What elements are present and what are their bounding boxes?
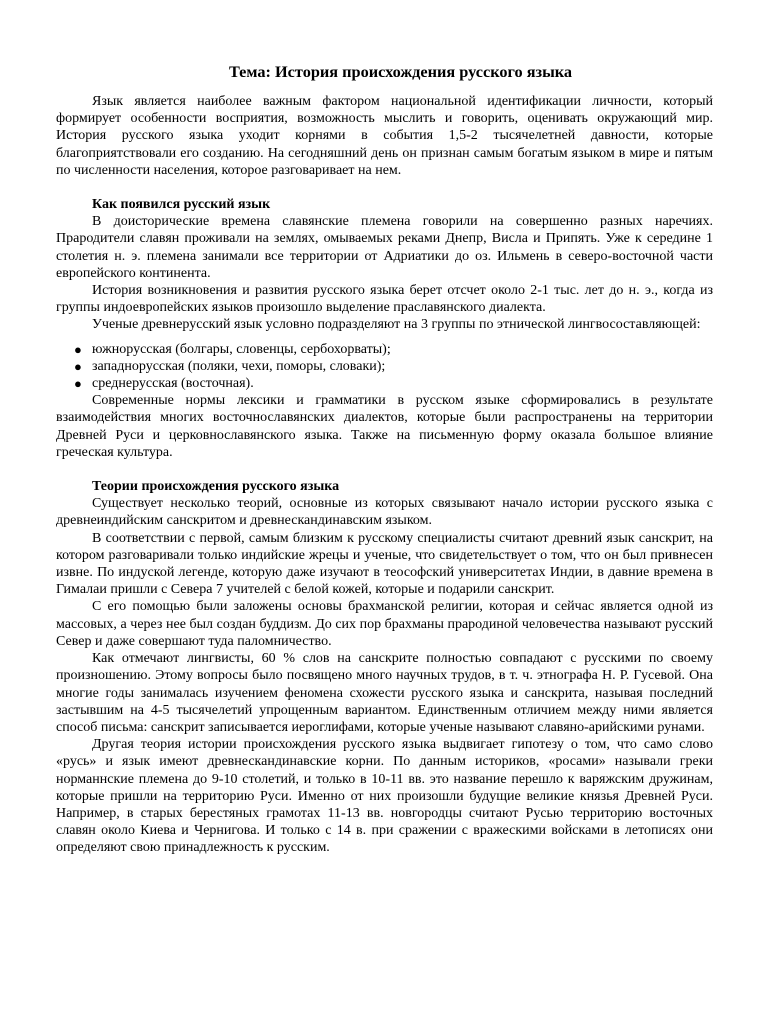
paragraph: В соответствии с первой, самым близким к русскому специалисты считают древний язык санскрит, на котором разговаривали только индийские жрецы и ученые, что свидетельствует о том, что он был привнесен извне. По индуской легенде, которую даже изучают в теософский университетах Индии, в давние времена в Гималаи пришли с Севера 7 учителей с белой кожей, которые и подарили санскрит. [56, 530, 713, 598]
document-page [56, 62, 713, 857]
spacer [56, 179, 713, 196]
list-item-text: среднерусская (восточная). [92, 376, 254, 392]
list-item [56, 358, 713, 375]
paragraph: В доисторические времена славянские племена говорили на совершенно разных наречиях. Прародители славян проживали на землях, омываемых реками Днепр, Висла и Припять. Уже к середине 1 столетия н. э. племена занимали все территории от Адриатики до оз. Ильмень в северо-восточной части европейского континента. [56, 214, 713, 281]
list-item-text: западнорусская (поляки, чехи, поморы, словаки); [92, 358, 386, 374]
paragraph: Современные нормы лексики и грамматики в русском языке сформировались в результате взаимодействия многих восточнославянских диалектов, которые были распространены на территории Древней Руси и церковнославянского языка. Также на письменную форму оказала большое влияние греческая культура. [56, 393, 713, 460]
paragraph: С его помощью были заложены основы брахманской религии, которая и сейчас является одной из массовых, а через нее был создан буддизм. До сих пор брахманы прародиной человечества называют русский Север и даже совершают туда паломничество. [56, 599, 713, 649]
paragraph: Существует несколько теорий, основные из которых связывают начало истории русского языка с древнеиндийским санскритом и древнескандинавским языком. [56, 496, 713, 529]
section-heading-theories: Теории происхождения русского языка [92, 479, 340, 495]
bullet-icon: ● [74, 376, 82, 392]
paragraph: Другая теория истории происхождения русского языка выдвигает гипотезу о том, что само слово «русь» и язык имеют древнескандинавские корни. По данным историков, «росами» называли греки норманнские племена до 9-10 столетий, и только в 10-11 вв. это название перешло к варяжским дружинам, которые пришли на территорию Руси. Именно от них произошли будущие великие князья Древней Руси. Например, в старых берестяных грамотах 11-13 вв. новгородцы считают Русью территорию восточных славян около Киева и Чернигова. И только с 14 в. при сражении с вражескими войсками в летописях они определяют свою принадлежность к русским. [56, 737, 713, 856]
document-title: Тема: История происхождения русского языка [228, 62, 573, 81]
paragraph: Ученые древнерусский язык условно подразделяют на 3 группы по этнической лингвосоставляющей: [92, 317, 701, 333]
paragraph: Как отмечают лингвисты, 60 % слов на санскрите полностью совпадают с русскими по своему произношению. Этому вопросы было посвящено много научных трудов, в т. ч. этнографа Н. Р. Гусевой. Она многие годы занималась изучением феномена схожести русского языка и санскрита, называя последний застывшим на 4-5 тысячелетий упрощенным вариантом. Единственным отличием между ними является способ письма: санскрит записывается иероглифами, которые ученые называют славяно-арийскими рунами. [56, 651, 713, 735]
list-item-text: южнорусская (болгары, словенцы, сербохорваты); [92, 341, 391, 357]
paragraph: История возникновения и развития русского языка берет отсчет около 2-1 тыс. лет до н. э., когда из группы индоевропейских языков произошло выделение праславянского диалекта. [56, 283, 713, 316]
list-item [56, 375, 713, 392]
list-item [56, 341, 713, 358]
section-heading-origin: Как появился русский язык [92, 197, 271, 213]
bullet-icon: ● [74, 341, 82, 357]
ethnic-groups-list [56, 341, 713, 393]
bullet-icon: ● [74, 358, 82, 374]
spacer [56, 461, 713, 478]
intro-paragraph: Язык является наиболее важным фактором национальной идентификации личности, который формирует особенности восприятия, возможность мыслить и говорить, оценивать окружающий мир. История русского языка уходит корнями в события 1,5-2 тысячелетней давности, которые благоприятствовали его созданию. На сегодняшний день он признан самым богатым языком в мире и пятым по численности населения, которое разговаривает на нем. [56, 94, 713, 178]
